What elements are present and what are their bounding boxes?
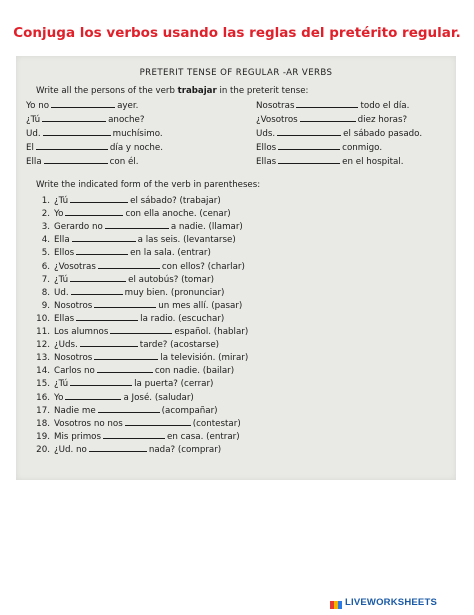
item-prompt: con ella anoche. (cenar) (125, 209, 231, 220)
exercise-item (32, 431, 240, 443)
exercise-item (32, 208, 231, 220)
exercise-item (32, 221, 243, 233)
answer-blank[interactable] (103, 431, 165, 439)
item-number: 10. (36, 313, 50, 324)
exercise-item (32, 352, 248, 364)
item-subject: Carlos no (54, 366, 95, 377)
item-subject: ¿Tú (54, 274, 69, 285)
exercise-item (32, 339, 219, 351)
instruction-verb: trabajar (177, 86, 217, 96)
exercise-item (32, 261, 245, 273)
item-subject: Mis primos (54, 431, 102, 442)
item-prompt: la puerta? (cerrar) (134, 379, 214, 390)
exercise-item (32, 247, 211, 259)
item-prompt: muy bien. (pronunciar) (124, 287, 225, 298)
answer-blank[interactable] (36, 142, 108, 150)
footer-brand (330, 595, 437, 609)
answer-blank[interactable] (65, 392, 121, 400)
exercise-item (32, 274, 214, 286)
item-number: 9. (41, 300, 50, 311)
person-row: El día y noche. (26, 143, 164, 153)
person-row: Yo no ayer. (26, 101, 139, 111)
item-subject: Yo (54, 209, 64, 220)
answer-blank[interactable] (98, 261, 160, 269)
answer-blank[interactable] (89, 444, 147, 452)
answer-blank[interactable] (110, 326, 172, 334)
exercise-item (32, 418, 241, 430)
answer-blank[interactable] (300, 114, 356, 122)
answer-blank[interactable] (70, 378, 132, 386)
item-prompt: nada? (comprar) (148, 444, 222, 455)
exercise-item (32, 378, 213, 390)
page-heading: Conjuga los verbos usando las reglas del pretérito regular. (13, 25, 461, 41)
item-subject: Los alumnos (54, 327, 109, 337)
answer-blank[interactable] (76, 313, 138, 321)
answer-blank[interactable] (278, 156, 340, 164)
item-prompt: en casa. (entrar) (167, 431, 240, 442)
person-row: Ella con él. (26, 157, 139, 167)
answer-blank[interactable] (277, 128, 341, 136)
item-prompt: a José. (saludar) (123, 392, 194, 403)
item-prompt: a nadie. (llamar) (170, 222, 243, 233)
answer-blank[interactable] (94, 300, 156, 308)
item-number: 16. (36, 392, 50, 403)
person-row: ¿Tú anoche? (26, 115, 145, 125)
item-subject: ¿Uds. (54, 340, 78, 351)
item-prompt: la televisión. (mirar) (160, 353, 249, 364)
item-number: 14. (36, 366, 50, 377)
answer-blank[interactable] (71, 287, 123, 295)
item-number: 19. (36, 431, 50, 442)
item-subject: Ellas (54, 313, 75, 324)
item-subject: Ud. (54, 287, 69, 298)
answer-blank[interactable] (97, 365, 153, 373)
item-number: 11. (36, 327, 50, 337)
item-number: 12. (36, 340, 50, 351)
exercise-item (32, 326, 248, 338)
item-number: 15. (36, 379, 50, 390)
brand-name: LIVEWORKSHEETS (345, 596, 438, 608)
item-number: 13. (36, 353, 50, 364)
person-row: Nosotras todo el día. (256, 101, 410, 111)
item-prompt: el sábado? (trabajar) (130, 196, 221, 206)
item-subject: ¿Tú (54, 379, 69, 390)
item-number: 5. (41, 248, 50, 259)
item-prompt: tarde? (acostarse) (139, 340, 220, 351)
item-prompt: (contestar) (192, 418, 241, 429)
item-subject: ¿Tú (54, 196, 69, 206)
item-subject: Yo (54, 392, 64, 403)
answer-blank[interactable] (51, 100, 115, 108)
exercise-item (32, 195, 221, 207)
answer-blank[interactable] (43, 128, 111, 136)
item-subject: Ella (54, 235, 70, 246)
item-prompt: español. (hablar) (174, 327, 249, 337)
exercise-item (32, 234, 236, 246)
answer-blank[interactable] (98, 405, 160, 413)
exercise-item (32, 444, 221, 456)
answer-blank[interactable] (94, 352, 158, 360)
item-prompt: la radio. (escuchar) (140, 313, 225, 324)
exercise-item (32, 392, 194, 404)
worksheet-scan (16, 56, 456, 480)
item-number: 4. (41, 235, 50, 246)
item-subject: Ellos (54, 248, 75, 259)
item-subject: Vosotros no nos (54, 418, 123, 429)
item-number: 7. (41, 274, 50, 285)
item-prompt: el autobús? (tomar) (128, 274, 214, 285)
item-number: 1. (41, 196, 50, 206)
item-prompt: a las seis. (levantarse) (137, 235, 236, 246)
answer-blank[interactable] (42, 114, 106, 122)
answer-blank[interactable] (76, 247, 128, 255)
item-number: 17. (36, 405, 50, 416)
exercise-item (32, 313, 224, 325)
answer-blank[interactable] (65, 208, 123, 216)
item-number: 6. (41, 261, 50, 272)
item-subject: Nosotros (54, 353, 93, 364)
exercise-item (32, 365, 234, 377)
worksheet-title: PRETERIT TENSE OF REGULAR -AR VERBS (139, 68, 333, 78)
person-row: Ud. muchísimo. (26, 129, 163, 139)
item-number: 8. (41, 287, 50, 298)
item-subject: ¿Vosotras (54, 261, 96, 272)
instruction-1: Write all the persons of the verb trabajar in the preterit tense: (36, 86, 309, 96)
liveworksheets-logo-icon (330, 597, 342, 607)
answer-blank[interactable] (70, 195, 128, 203)
item-prompt: un mes allí. (pasar) (158, 300, 243, 311)
exercise-item (32, 405, 218, 417)
answer-blank[interactable] (80, 339, 138, 347)
person-row: Ellas en el hospital. (256, 157, 404, 167)
item-number: 2. (41, 209, 50, 220)
exercise-item (32, 300, 242, 312)
answer-blank[interactable] (44, 156, 108, 164)
item-subject: Nadie me (54, 405, 96, 416)
item-prompt: (acompañar) (161, 405, 218, 416)
instruction-2: Write the indicated form of the verb in parentheses: (36, 180, 261, 190)
answer-blank[interactable] (296, 100, 358, 108)
answer-blank[interactable] (70, 274, 126, 282)
exercise-item (32, 287, 224, 299)
answer-blank[interactable] (278, 142, 340, 150)
item-prompt: con nadie. (bailar) (154, 366, 235, 377)
item-subject: ¿Ud. no (54, 444, 87, 455)
item-number: 18. (36, 418, 50, 429)
item-subject: Gerardo no (54, 222, 103, 233)
answer-blank[interactable] (125, 418, 191, 426)
person-row: Ellos conmigo. (256, 143, 383, 153)
item-subject: Nosotros (54, 300, 93, 311)
item-number: 20. (36, 444, 50, 455)
person-row: Uds. el sábado pasado. (256, 129, 423, 139)
person-row: ¿Vosotros diez horas? (256, 115, 408, 125)
answer-blank[interactable] (72, 234, 136, 242)
answer-blank[interactable] (105, 221, 169, 229)
item-prompt: en la sala. (entrar) (130, 248, 211, 259)
item-prompt: con ellos? (charlar) (161, 261, 245, 272)
item-number: 3. (41, 222, 50, 233)
